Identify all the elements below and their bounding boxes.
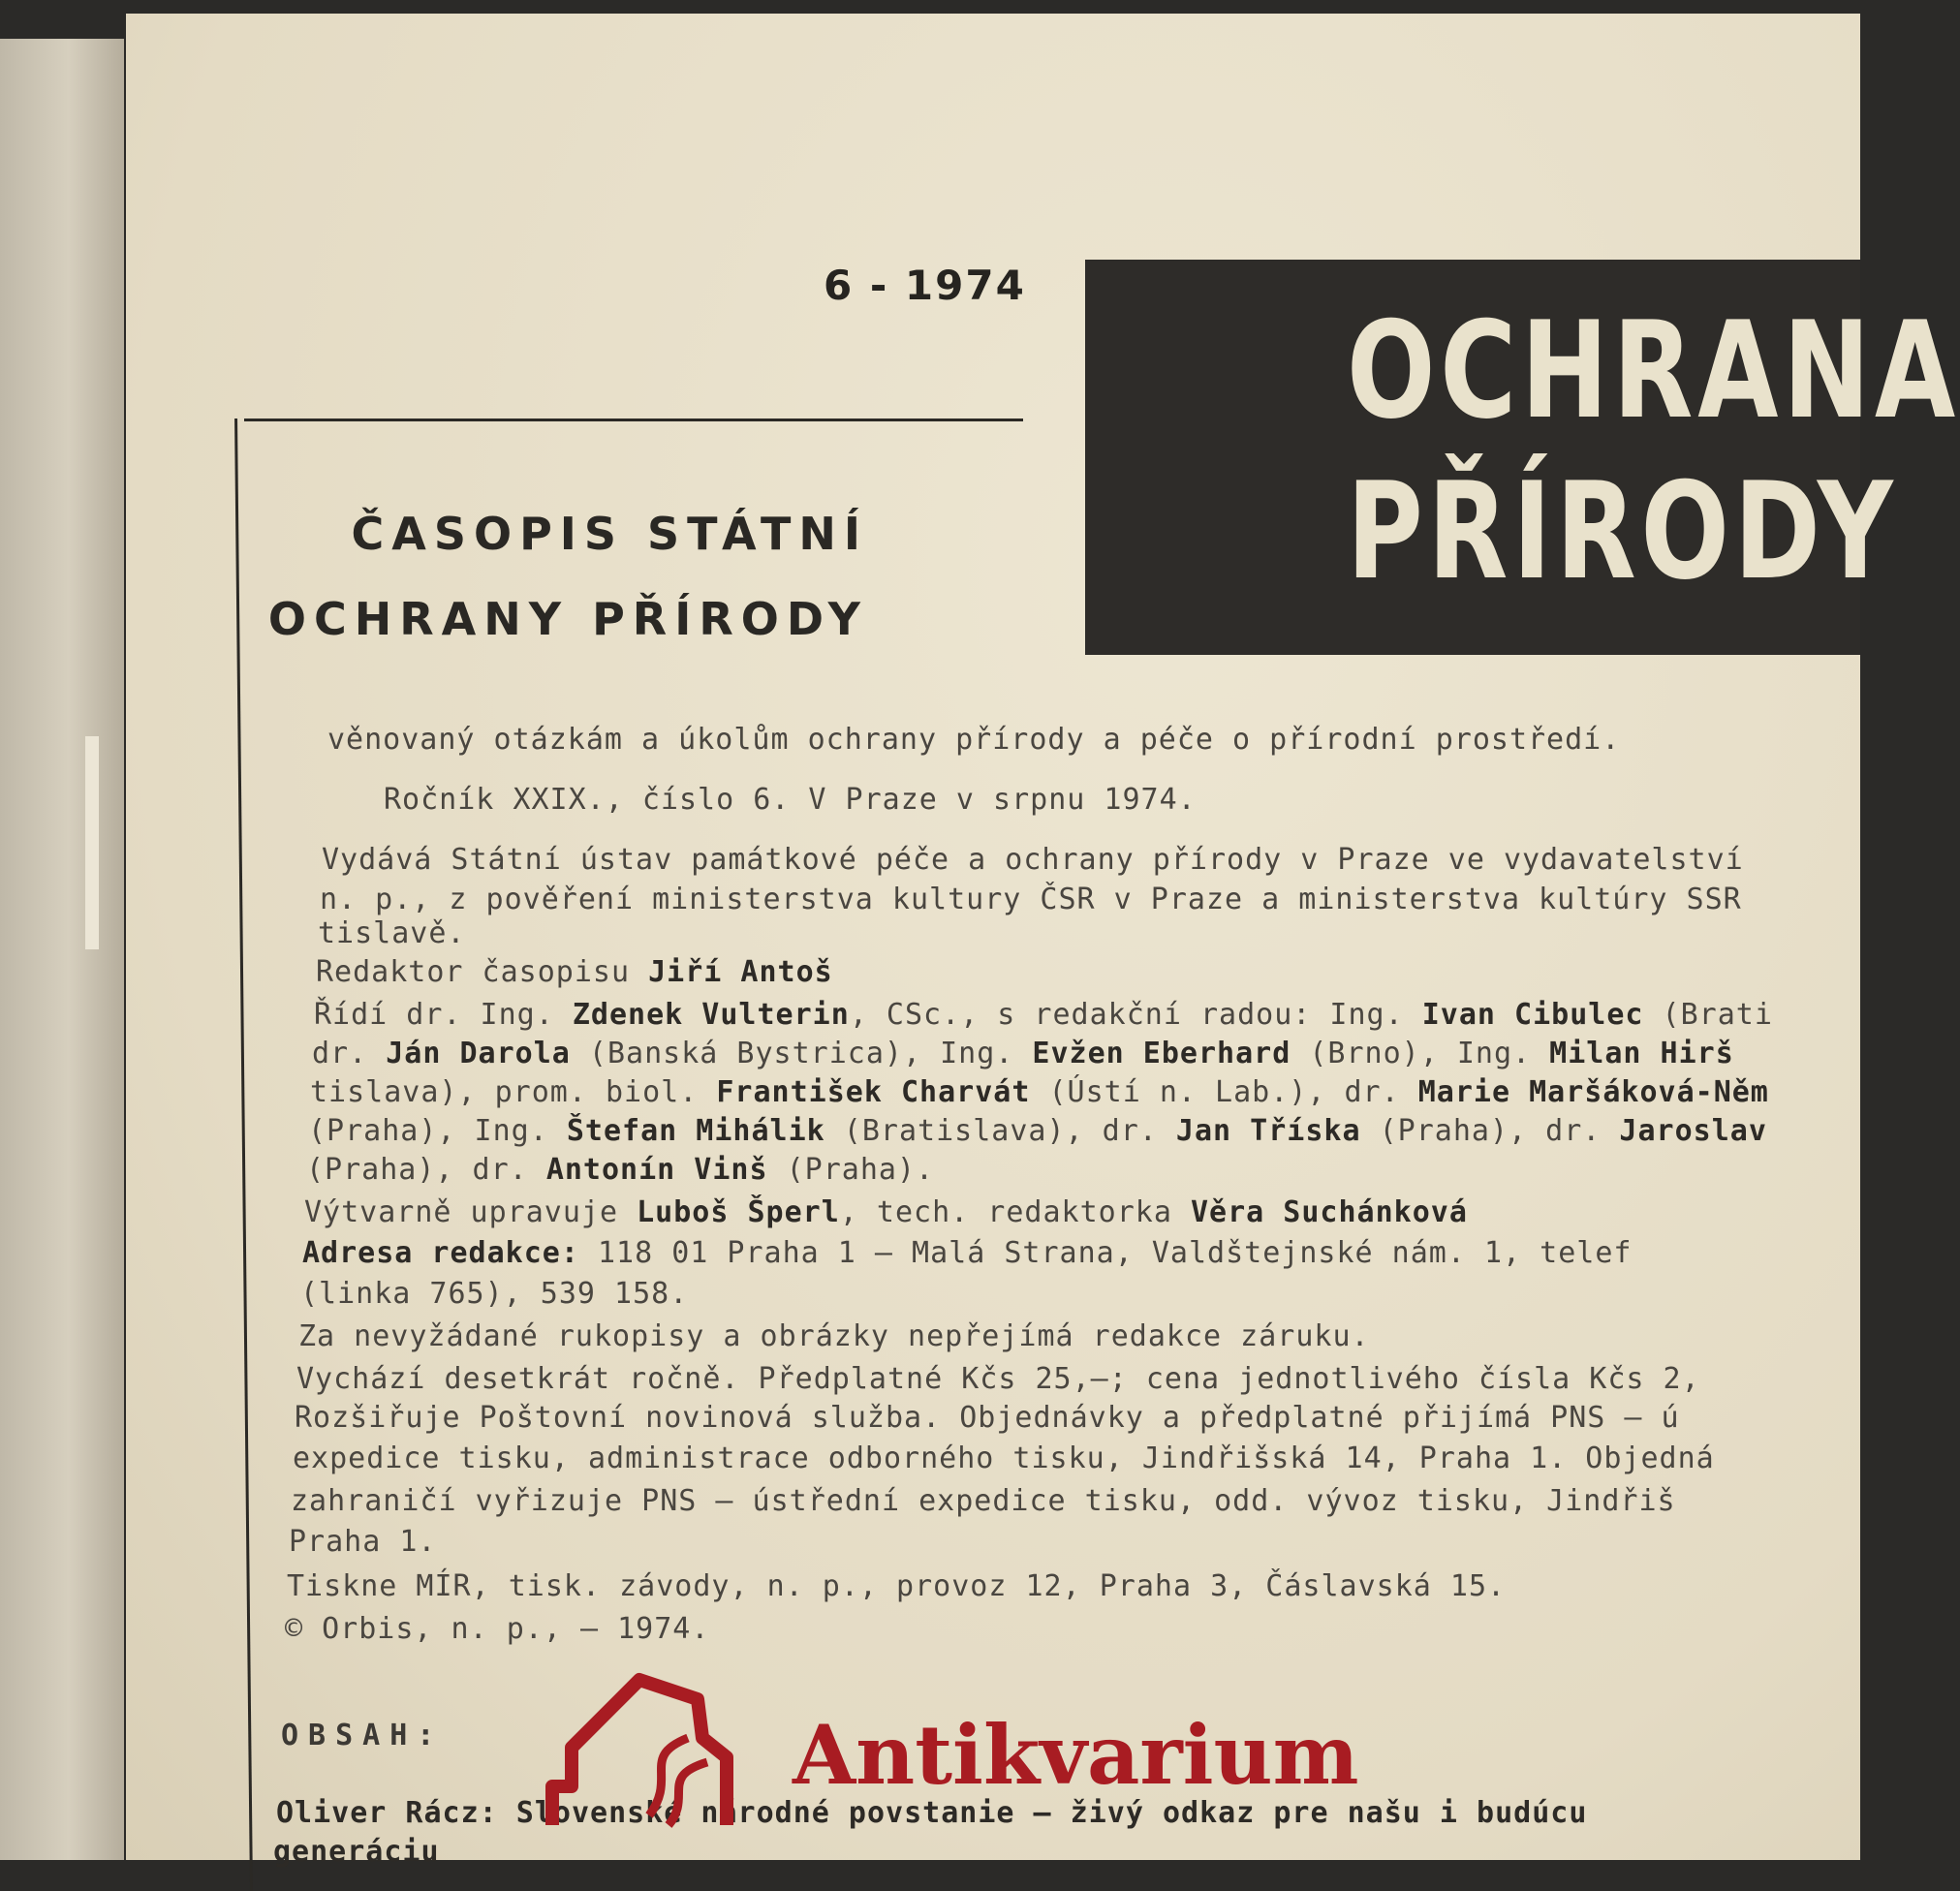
contents-heading: OBSAH: — [281, 1719, 445, 1752]
colophon-line: (linka 765), 539 158. — [300, 1277, 689, 1311]
masthead-block — [1085, 260, 1960, 655]
magazine-page — [126, 14, 1960, 1869]
colophon-line: dr. Ján Darola (Banská Bystrica), Ing. Evžen Eberhard (Brno), Ing. Milan Hirš — [312, 1037, 1734, 1070]
colophon-line: © Orbis, n. p., — 1974. — [285, 1612, 710, 1646]
frame-top-rule — [244, 418, 1023, 421]
colophon-line: Tiskne MÍR, tisk. závody, n. p., provoz 12, Praha 3, Čáslavská 15. — [287, 1569, 1507, 1603]
contents-entry-continued: generáciu — [273, 1835, 440, 1869]
left-page-edge — [0, 39, 124, 1860]
antikvarium-watermark — [533, 1670, 1424, 1835]
colophon-line: (Praha), dr. Antonín Vinš (Praha). — [306, 1153, 935, 1187]
colophon-line: Ročník XXIX., číslo 6. V Praze v srpnu 1974. — [384, 783, 1197, 817]
subtitle-line2: OCHRANY PŘÍRODY — [267, 593, 868, 645]
contents-entry: Oliver Rácz: Slovenské národné povstanie — živý odkaz pre našu i budúcu — [276, 1796, 1588, 1830]
colophon-line: tislavě. — [318, 916, 466, 950]
castle-logo-icon — [533, 1670, 785, 1835]
colophon-line: Adresa redakce: 118 01 Praha 1 — Malá Strana, Valdštejnské nám. 1, telef — [302, 1236, 1633, 1270]
spine-bookmark — [85, 736, 99, 949]
subtitle-line1: ČASOPIS STÁTNÍ — [351, 508, 868, 560]
colophon-line: věnovaný otázkám a úkolům ochrany přírody a péče o přírodní prostředí. — [327, 723, 1621, 757]
colophon-line: expedice tisku, administrace odborného tisku, Jindřišská 14, Praha 1. Objedná — [293, 1442, 1715, 1475]
colophon-line: (Praha), Ing. Štefan Mihálik (Bratislava), dr. Jan Tříska (Praha), dr. Jaroslav — [308, 1114, 1767, 1148]
colophon-line: Redaktor časopisu Jiří Antoš — [316, 955, 833, 989]
colophon-line: Vydává Státní ústav památkové péče a ochrany přírody v Praze ve vydavatelství — [322, 843, 1744, 877]
colophon-line: tislava), prom. biol. František Charvát (Ústí n. Lab.), dr. Marie Maršáková-Něm — [310, 1075, 1769, 1109]
issue-number: 6 - 1974 — [824, 262, 1026, 309]
colophon-line: Za nevyžádané rukopisy a obrázky nepřejímá redakce záruku. — [298, 1319, 1370, 1353]
colophon-line: Řídí dr. Ing. Zdenek Vulterin, CSc., s redakční radou: Ing. Ivan Cibulec (Brati — [314, 998, 1773, 1032]
colophon-line: zahraničí vyřizuje PNS — ústřední expedice tisku, odd. vývoz tisku, Jindřiš — [291, 1484, 1676, 1518]
frame-left-rule — [234, 418, 253, 1891]
colophon-line: Vychází desetkrát ročně. Předplatné Kčs 25,—; cena jednotlivého čísla Kčs 2, — [296, 1362, 1700, 1396]
antikvarium-wordmark: Antikvarium — [793, 1707, 1359, 1803]
colophon-line: Praha 1. — [289, 1525, 437, 1559]
masthead-title-line2: PŘÍRODY — [1347, 453, 1898, 609]
colophon-line: Rozšiřuje Poštovní novinová služba. Objednávky a předplatné přijímá PNS — ú — [295, 1401, 1680, 1435]
masthead-title-line1: OCHRANA — [1347, 293, 1960, 449]
colophon-line: n. p., z pověření ministerstva kultury ČSR v Praze a ministerstva kultúry SSR — [320, 883, 1742, 916]
colophon-line: Výtvarně upravuje Luboš Šperl, tech. redaktorka Věra Suchánková — [304, 1195, 1468, 1229]
